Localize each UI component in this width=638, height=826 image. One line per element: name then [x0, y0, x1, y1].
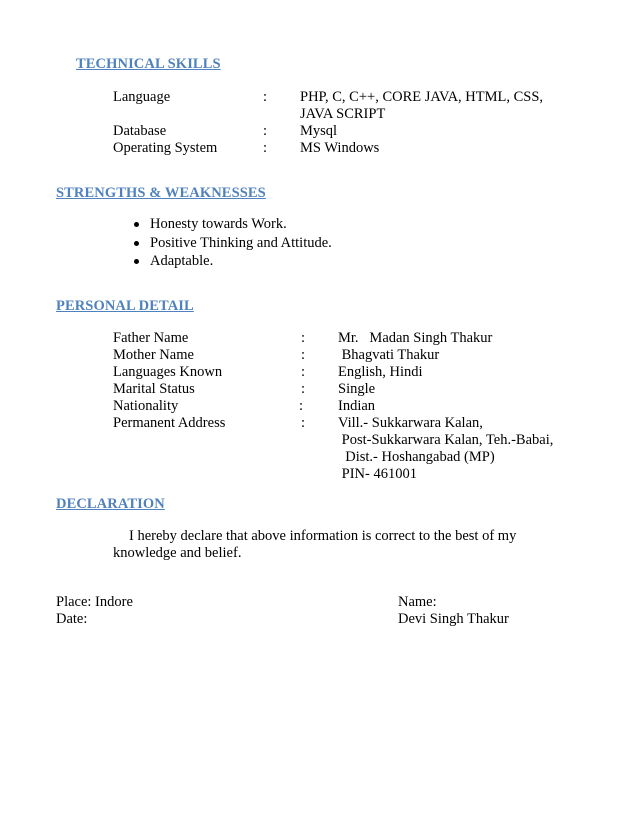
personal-sep-marital: :	[301, 381, 306, 397]
personal-sep-father: :	[301, 330, 306, 346]
personal-label-father: Father Name	[113, 330, 189, 346]
personal-label-mother: Mother Name	[113, 347, 194, 363]
declaration-heading: DECLARATION	[56, 496, 165, 512]
personal-value-languages: English, Hindi	[338, 364, 423, 380]
skill-sep-database: :	[263, 123, 268, 139]
strength-item: Adaptable.	[150, 253, 214, 269]
bullet-icon	[134, 259, 139, 264]
date-text: Date:	[56, 611, 88, 627]
technical-skills-heading: TECHNICAL SKILLS	[76, 56, 221, 72]
personal-label-marital: Marital Status	[113, 381, 195, 397]
declaration-line-2: knowledge and belief.	[113, 545, 242, 561]
personal-sep-nationality: :	[299, 398, 304, 414]
personal-detail-heading: PERSONAL DETAIL	[56, 298, 194, 314]
skill-value-language-line2: JAVA SCRIPT	[300, 106, 386, 122]
skill-label-os: Operating System	[113, 140, 218, 156]
place-text: Place: Indore	[56, 594, 133, 610]
personal-label-languages: Languages Known	[113, 364, 223, 380]
strength-item: Honesty towards Work.	[150, 216, 287, 232]
personal-value-address-line2: Post-Sukkarwara Kalan, Teh.-Babai,	[338, 432, 554, 448]
skill-value-os: MS Windows	[300, 140, 380, 156]
declaration-line-1: I hereby declare that above information is correct to the best of my	[129, 528, 517, 544]
strength-item: Positive Thinking and Attitude.	[150, 235, 332, 251]
skill-label-database: Database	[113, 123, 167, 139]
personal-sep-address: :	[301, 415, 306, 431]
personal-sep-languages: :	[301, 364, 306, 380]
name-value: Devi Singh Thakur	[398, 611, 509, 627]
personal-sep-mother: :	[301, 347, 306, 363]
bullet-icon	[134, 222, 139, 227]
bullet-icon	[134, 241, 139, 246]
skill-value-database: Mysql	[300, 123, 338, 139]
personal-value-marital: Single	[338, 381, 376, 397]
personal-label-address: Permanent Address	[113, 415, 226, 431]
personal-value-address-line1: Vill.- Sukkarwara Kalan,	[338, 415, 483, 431]
skill-sep-language: :	[263, 89, 268, 105]
personal-value-mother: Bhagvati Thakur	[338, 347, 440, 363]
personal-value-address-line3: Dist.- Hoshangabad (MP)	[338, 449, 495, 465]
skill-label-language: Language	[113, 89, 171, 105]
personal-value-father: Mr. Madan Singh Thakur	[338, 330, 493, 346]
personal-value-address-line4: PIN- 461001	[338, 466, 417, 482]
personal-value-nationality: Indian	[338, 398, 376, 414]
strengths-heading: STRENGTHS & WEAKNESSES	[56, 185, 266, 201]
skill-value-language-line1: PHP, C, C++, CORE JAVA, HTML, CSS,	[300, 89, 544, 105]
skill-sep-os: :	[263, 140, 268, 156]
personal-label-nationality: Nationality	[113, 398, 179, 414]
name-label: Name:	[398, 594, 437, 610]
